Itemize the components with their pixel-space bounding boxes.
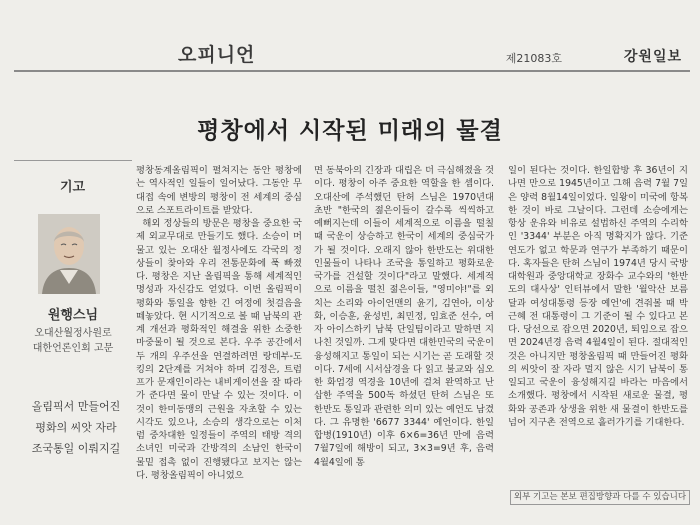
sidebar-rule xyxy=(14,160,132,161)
author-role-line-2: 대한언론인회 고문 xyxy=(32,343,114,354)
body-column-3: 일이 된다는 것이다. 한일합방 후 36년이 지나면 만으로 1945년이고 그해 음력 7월 7일은 양력 8월14일이었다. 일왕이 미국에 항복한 것이 바로 그날이다. 그런데 소승에게는 항상 운유와 비유로 설법하신 주역의 수리학인 '3344' 부분은 아직 명확지가 않다. 기준 연도가 없고 학문과 연구가 부족하기 때문이다. 혹자들은 탄허 스님이 1974년 당시 국방대학원과 중앙대학교 장화수 교수와의 '한반도의 대사상' 인터뷰에서 말한 '월악산 보름달과 여성대통령 등장 예언'에 견줘볼 때 박근혜 전 대통령이 그 기준이 될 수 있다고 본다. 당선으로 잡으면 2020년, 퇴임으로 잡으면 2024년경 음력 4월4일이 된다. 절대적인 것은 아니지만 평창올림픽 때 만들어진 평화의 씨앗이 잘 자라 멀지 않은 시기 남북이 통일되고 국운이 융성해지길 바라는 마음에서 소개했다. 평창에서 시작된 새로운 물결, 평화와 공존과 상생을 위한 새 물결이 한반도를 넘어 지구촌 전역으로 흘러가기를 기대한다. xyxy=(508,165,691,428)
author-name: 원행스님 xyxy=(47,308,99,323)
author-sidebar xyxy=(14,160,132,505)
author-photo xyxy=(38,214,100,294)
pullquote-line-3: 조국통일 이뤄지길 xyxy=(31,442,121,455)
headline: 평창에서 시작된 미래의 물결 xyxy=(197,117,503,144)
category-label: 기고 xyxy=(60,180,86,195)
issue-number: 제21083호 xyxy=(505,52,562,65)
masthead xyxy=(14,10,690,72)
author-role-line-1: 오대산월정사원로 xyxy=(34,328,112,339)
header-rule xyxy=(14,70,690,72)
pullquote xyxy=(20,396,132,459)
author-portrait-icon xyxy=(38,214,100,294)
author-role xyxy=(14,326,132,356)
body-column-1: 평창동계올림픽이 펼쳐지는 동안 평창에는 역사적인 일들이 일어났다. 그동안 무대접 속에 변방의 평창이 전 세계의 중심으로 스포트라이트를 받았다. 해외 정상들의 방문은 평창을 중요한 국제 외교무대로 만들기도 했다. 소승이 머물고 있는 오대산 월정사에도 각국의 정상들이 찾아와 우리 전통문화에 푹 빠졌다. 평창은 지난 올림픽을 통해 세계적인 명성과 자신감도 얻었다. 이번 올림픽이 평화와 통일을 향한 긴 여정에 첫걸음을 떼놓았다. 현 시기적으로 볼 때 남북의 관계 개선과 평화적인 해결을 위한 소중한 마중물이 될 것으로 본다. 우주 공간에서 두 개의 우주선을 연결하려면 랑데부-도킹의 2단계를 거쳐야 하며 김정은, 트럼프가 문재인이라는 내비게이션을 잘 따라가 준다면 물이 만날 수 있는 것이다. 이것이 한미동맹의 근원을 자초할 수 있는 시각도 있으나, 소승의 생각으로는 이처럼 중차대한 일정들이 주역의 태방 격의 소녀인 미국과 간방격의 소남인 한국이 물밑 접촉 없이 진행됐다고 보지는 않는다. 평창올림픽이 아니었으 xyxy=(136,165,302,481)
editorial-notice: 외부 기고는 본보 편집방향과 다를 수 있습니다 xyxy=(510,490,690,505)
pullquote-line-2: 평화의 씨앗 자라 xyxy=(35,421,117,434)
paper-name: 강원일보 xyxy=(623,49,682,65)
section-title: 오피니언 xyxy=(178,44,256,66)
body-column-2: 면 동북아의 긴장과 대립은 더 극심해졌을 것이다. 평창이 아주 중요한 역할을 한 셈이다. 오대산에 주석했던 탄허 스님은 1970년대 초반 "한국의 젊은이들이 갈수록 씩씩하고 예뻐지는데 이들이 세계적으로 이름을 떨칠 때 국운이 상승하고 한국이 세계의 중심국가가 될 것이다. 오래지 않아 한반도는 위대한 인물들이 나타나 조국을 통일하고 평화로운 국가를 건설할 것이다"라고 말했다. 세계적으로 이름을 떨친 젊은이들, "영미야!"를 외치는 소리와 아이언맨의 윤기, 김연아, 이상화, 이승훈, 윤성빈, 최민정, 임효준 선수, 여자 아이스하키 남북 단일팀이라고 말하면 지나친 것일까. 그게 맞다면 대한민국의 국운이 융성해지고 통일이 되는 시기는 곧 도래할 것이다. 7세에 시서삼경을 다 읽고 불교와 심오한 화엄경 역경을 10년에 걸쳐 완역하고 난삽한 주역을 500독 하셨던 탄허 스님은 또 한반도 통일과 관련한 의미 있는 예언도 남겼다. 그 유명한 '6677 3344' 예언이다. 한일합병(1910년) 이후 6×6=36년 만에 음력 7월7일에 해방이 되고, 3×3=9년 후, 음력 4월4일에 통 xyxy=(314,165,497,468)
pullquote-line-1: 올림픽서 만들어진 xyxy=(31,400,121,413)
